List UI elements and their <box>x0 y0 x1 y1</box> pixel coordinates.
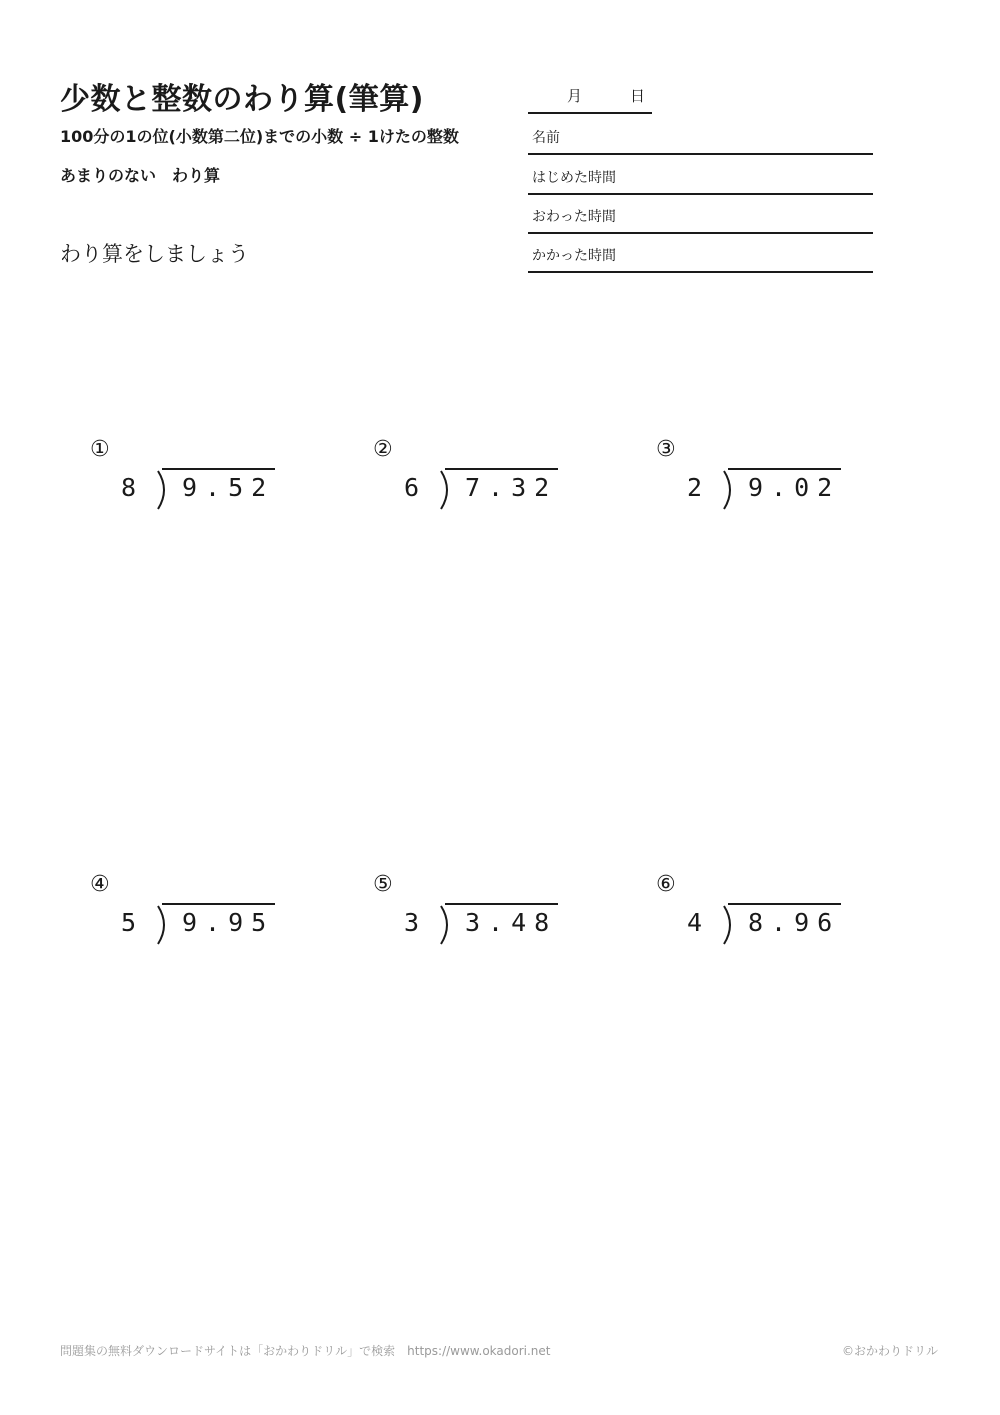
page-subtitle: 100分の1の位(小数第二位)までの小数 ÷ 1けたの整数 <box>60 127 459 146</box>
problem-number: ④ <box>90 872 110 897</box>
division-bracket-icon <box>156 905 170 945</box>
problem-1 <box>90 438 290 518</box>
problem-number: ③ <box>656 437 676 462</box>
dividend: 9.02 <box>748 473 841 502</box>
date-day-label: 日 <box>630 87 646 105</box>
info-label-elapsed-time: かかった時間 <box>532 248 616 264</box>
problem-5 <box>373 873 573 953</box>
page-subtitle-2: あまりのない わり算 <box>60 166 221 185</box>
info-label-name: 名前 <box>532 130 560 146</box>
divisor: 6 <box>404 473 420 502</box>
footer-copyright: ©おかわりドリル <box>842 1344 939 1358</box>
info-label-end-time: おわった時間 <box>532 209 616 225</box>
division-bracket-icon <box>156 470 170 510</box>
info-row-start-time[interactable] <box>528 155 873 195</box>
divisor: 2 <box>687 473 703 502</box>
problem-number: ② <box>373 437 393 462</box>
instruction-text: わり算をしましょう <box>60 242 249 266</box>
dividend: 3.48 <box>465 908 558 937</box>
date-month-label: 月 <box>567 87 583 105</box>
problem-number: ⑤ <box>373 872 393 897</box>
dividend: 9.52 <box>182 473 275 502</box>
division-bracket-icon <box>722 470 736 510</box>
info-row-end-time[interactable] <box>528 194 873 234</box>
division-bar <box>162 468 275 470</box>
divisor: 8 <box>121 473 137 502</box>
division-bracket-icon <box>439 470 453 510</box>
division-bar <box>445 903 558 905</box>
dividend: 9.95 <box>182 908 275 937</box>
dividend: 8.96 <box>748 908 841 937</box>
info-row-elapsed-time[interactable] <box>528 233 873 273</box>
division-bracket-icon <box>439 905 453 945</box>
problem-3 <box>656 438 856 518</box>
division-bar <box>728 468 841 470</box>
division-bar <box>728 903 841 905</box>
division-bar <box>162 903 275 905</box>
problem-number: ⑥ <box>656 872 676 897</box>
problem-number: ① <box>90 437 110 462</box>
division-bracket-icon <box>722 905 736 945</box>
info-label-start-time: はじめた時間 <box>532 170 616 186</box>
division-bar <box>445 468 558 470</box>
info-row-name[interactable] <box>528 115 873 155</box>
problem-6 <box>656 873 856 953</box>
footer-site-text: 問題集の無料ダウンロードサイトは「おかわりドリル」で検索 https://www.okadori.net <box>60 1344 551 1358</box>
dividend: 7.32 <box>465 473 558 502</box>
problem-4 <box>90 873 290 953</box>
divisor: 5 <box>121 908 137 937</box>
divisor: 4 <box>687 908 703 937</box>
date-underline <box>528 112 652 114</box>
divisor: 3 <box>404 908 420 937</box>
problem-2 <box>373 438 573 518</box>
page-title: 少数と整数のわり算(筆算) <box>60 82 424 117</box>
